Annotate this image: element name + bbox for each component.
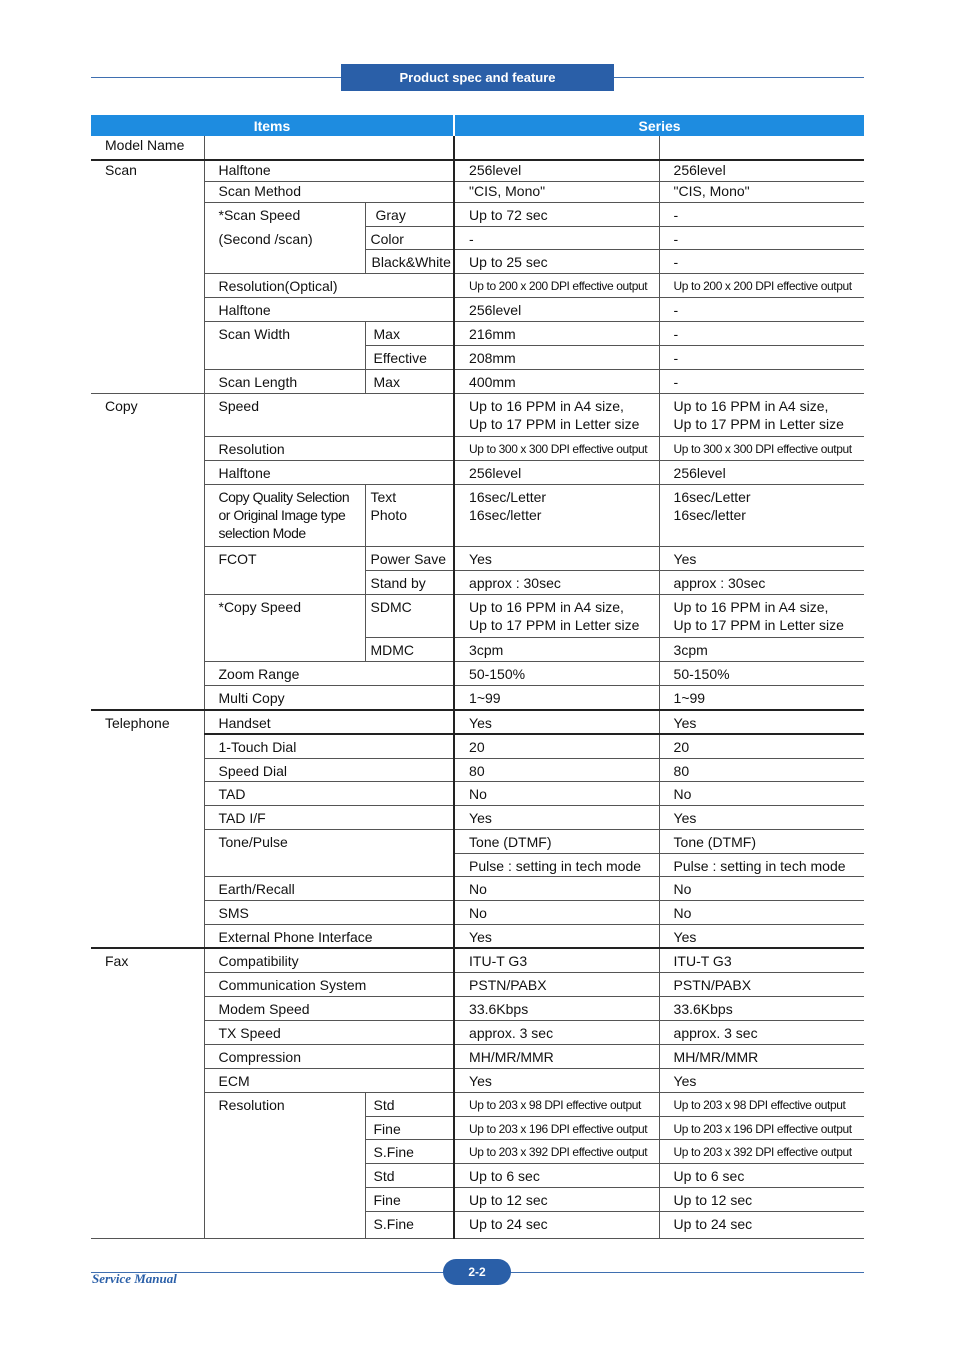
table-row: Std Up to 6 sec Up to 6 sec xyxy=(91,1163,864,1187)
table-row: TX Speed approx. 3 sec approx. 3 sec xyxy=(91,1020,864,1044)
table-row: FCOT Power Save Yes Yes xyxy=(91,546,864,570)
table-row: Color - - xyxy=(91,226,864,249)
table-row: Black&White Up to 25 sec - xyxy=(91,249,864,273)
spec-table xyxy=(91,115,864,1239)
page-number: 2-2 xyxy=(443,1259,511,1285)
cell: Model Name xyxy=(105,137,185,153)
table-row: ECM Yes Yes xyxy=(91,1068,864,1092)
table-row: Compression MH/MR/MMR MH/MR/MMR xyxy=(91,1044,864,1068)
footer-manual-title: Service Manual xyxy=(92,1271,177,1286)
page-section-title: Product spec and feature xyxy=(341,64,614,91)
table-row xyxy=(91,136,864,160)
table-row: Copy Speed Up to 16 PPM in A4 size, Up to 17 PPM in Letter size Up to 16 PPM in A4 size, Up to 17 PPM in Letter size xyxy=(91,393,864,436)
table-row: Scan Method "CIS, Mono" "CIS, Mono" xyxy=(91,181,864,202)
series-header: Series xyxy=(454,115,864,136)
table-row: Copy Quality Selection or Original Image type selection Mode Text Photo 16sec/Letter 16sec/letter 16sec/Letter 16sec/letter xyxy=(91,484,864,546)
table-row: TAD No No xyxy=(91,781,864,805)
table-row: Pulse : setting in tech mode Pulse : setting in tech mode xyxy=(91,853,864,876)
table-row: S.Fine Up to 203 x 392 DPI effective output Up to 203 x 392 DPI effective output xyxy=(91,1139,864,1163)
category-copy: Copy xyxy=(91,393,204,710)
table-row: External Phone Interface Yes Yes xyxy=(91,924,864,948)
table-row: Fax Compatibility ITU-T G3 ITU-T G3 xyxy=(91,948,864,972)
table-row: S.Fine Up to 24 sec Up to 24 sec xyxy=(91,1211,864,1238)
table-row: Multi Copy 1~99 1~99 xyxy=(91,685,864,709)
table-row: Fine Up to 203 x 196 DPI effective output Up to 203 x 196 DPI effective output xyxy=(91,1116,864,1139)
table-row: Speed Dial 80 80 xyxy=(91,758,864,781)
table-row: 1-Touch Dial 20 20 xyxy=(91,734,864,758)
table-row: Telephone Handset Yes Yes xyxy=(91,710,864,734)
table-row: Resolution Up to 300 x 300 DPI effective output Up to 300 x 300 DPI effective output xyxy=(91,436,864,460)
table-row: Zoom Range 50-150% 50-150% xyxy=(91,661,864,685)
table-row: Halftone 256level 256level xyxy=(91,460,864,484)
category-telephone: Telephone xyxy=(91,710,204,948)
table-row: Modem Speed 33.6Kbps 33.6Kbps xyxy=(91,996,864,1020)
table-row: Scan Width Max 216mm - xyxy=(91,321,864,345)
table-row: SMS No No xyxy=(91,900,864,924)
table-row: Communication System PSTN/PABX PSTN/PABX xyxy=(91,972,864,996)
table-row: TAD I/F Yes Yes xyxy=(91,805,864,829)
table-row: Fine Up to 12 sec Up to 12 sec xyxy=(91,1187,864,1211)
table-row: Earth/Recall No No xyxy=(91,876,864,900)
category-fax: Fax xyxy=(91,948,204,1238)
table-row: Stand by approx : 30sec approx : 30sec xyxy=(91,570,864,594)
items-header: Items xyxy=(91,115,454,136)
table-row: *Copy Speed SDMC Up to 16 PPM in A4 size, Up to 17 PPM in Letter size Up to 16 PPM in A4 size, Up to 17 PPM in Letter size xyxy=(91,594,864,637)
category-scan: Scan xyxy=(91,160,204,393)
table-row: *Scan Speed (Second /scan) Gray Up to 72 sec - xyxy=(91,202,864,226)
table-row: Scan Halftone 256level 256level xyxy=(91,160,864,181)
table-row: Resolution Std Up to 203 x 98 DPI effective output Up to 203 x 98 DPI effective output xyxy=(91,1092,864,1116)
table-header-row xyxy=(91,115,864,136)
table-row: Scan Length Max 400mm - xyxy=(91,369,864,393)
table-row: Effective 208mm - xyxy=(91,345,864,369)
table-row: MDMC 3cpm 3cpm xyxy=(91,637,864,661)
table-row: Halftone 256level - xyxy=(91,297,864,321)
table-row: Resolution(Optical) Up to 200 x 200 DPI effective output Up to 200 x 200 DPI effective output xyxy=(91,273,864,297)
table-row: Tone/Pulse Tone (DTMF) Tone (DTMF) xyxy=(91,829,864,853)
